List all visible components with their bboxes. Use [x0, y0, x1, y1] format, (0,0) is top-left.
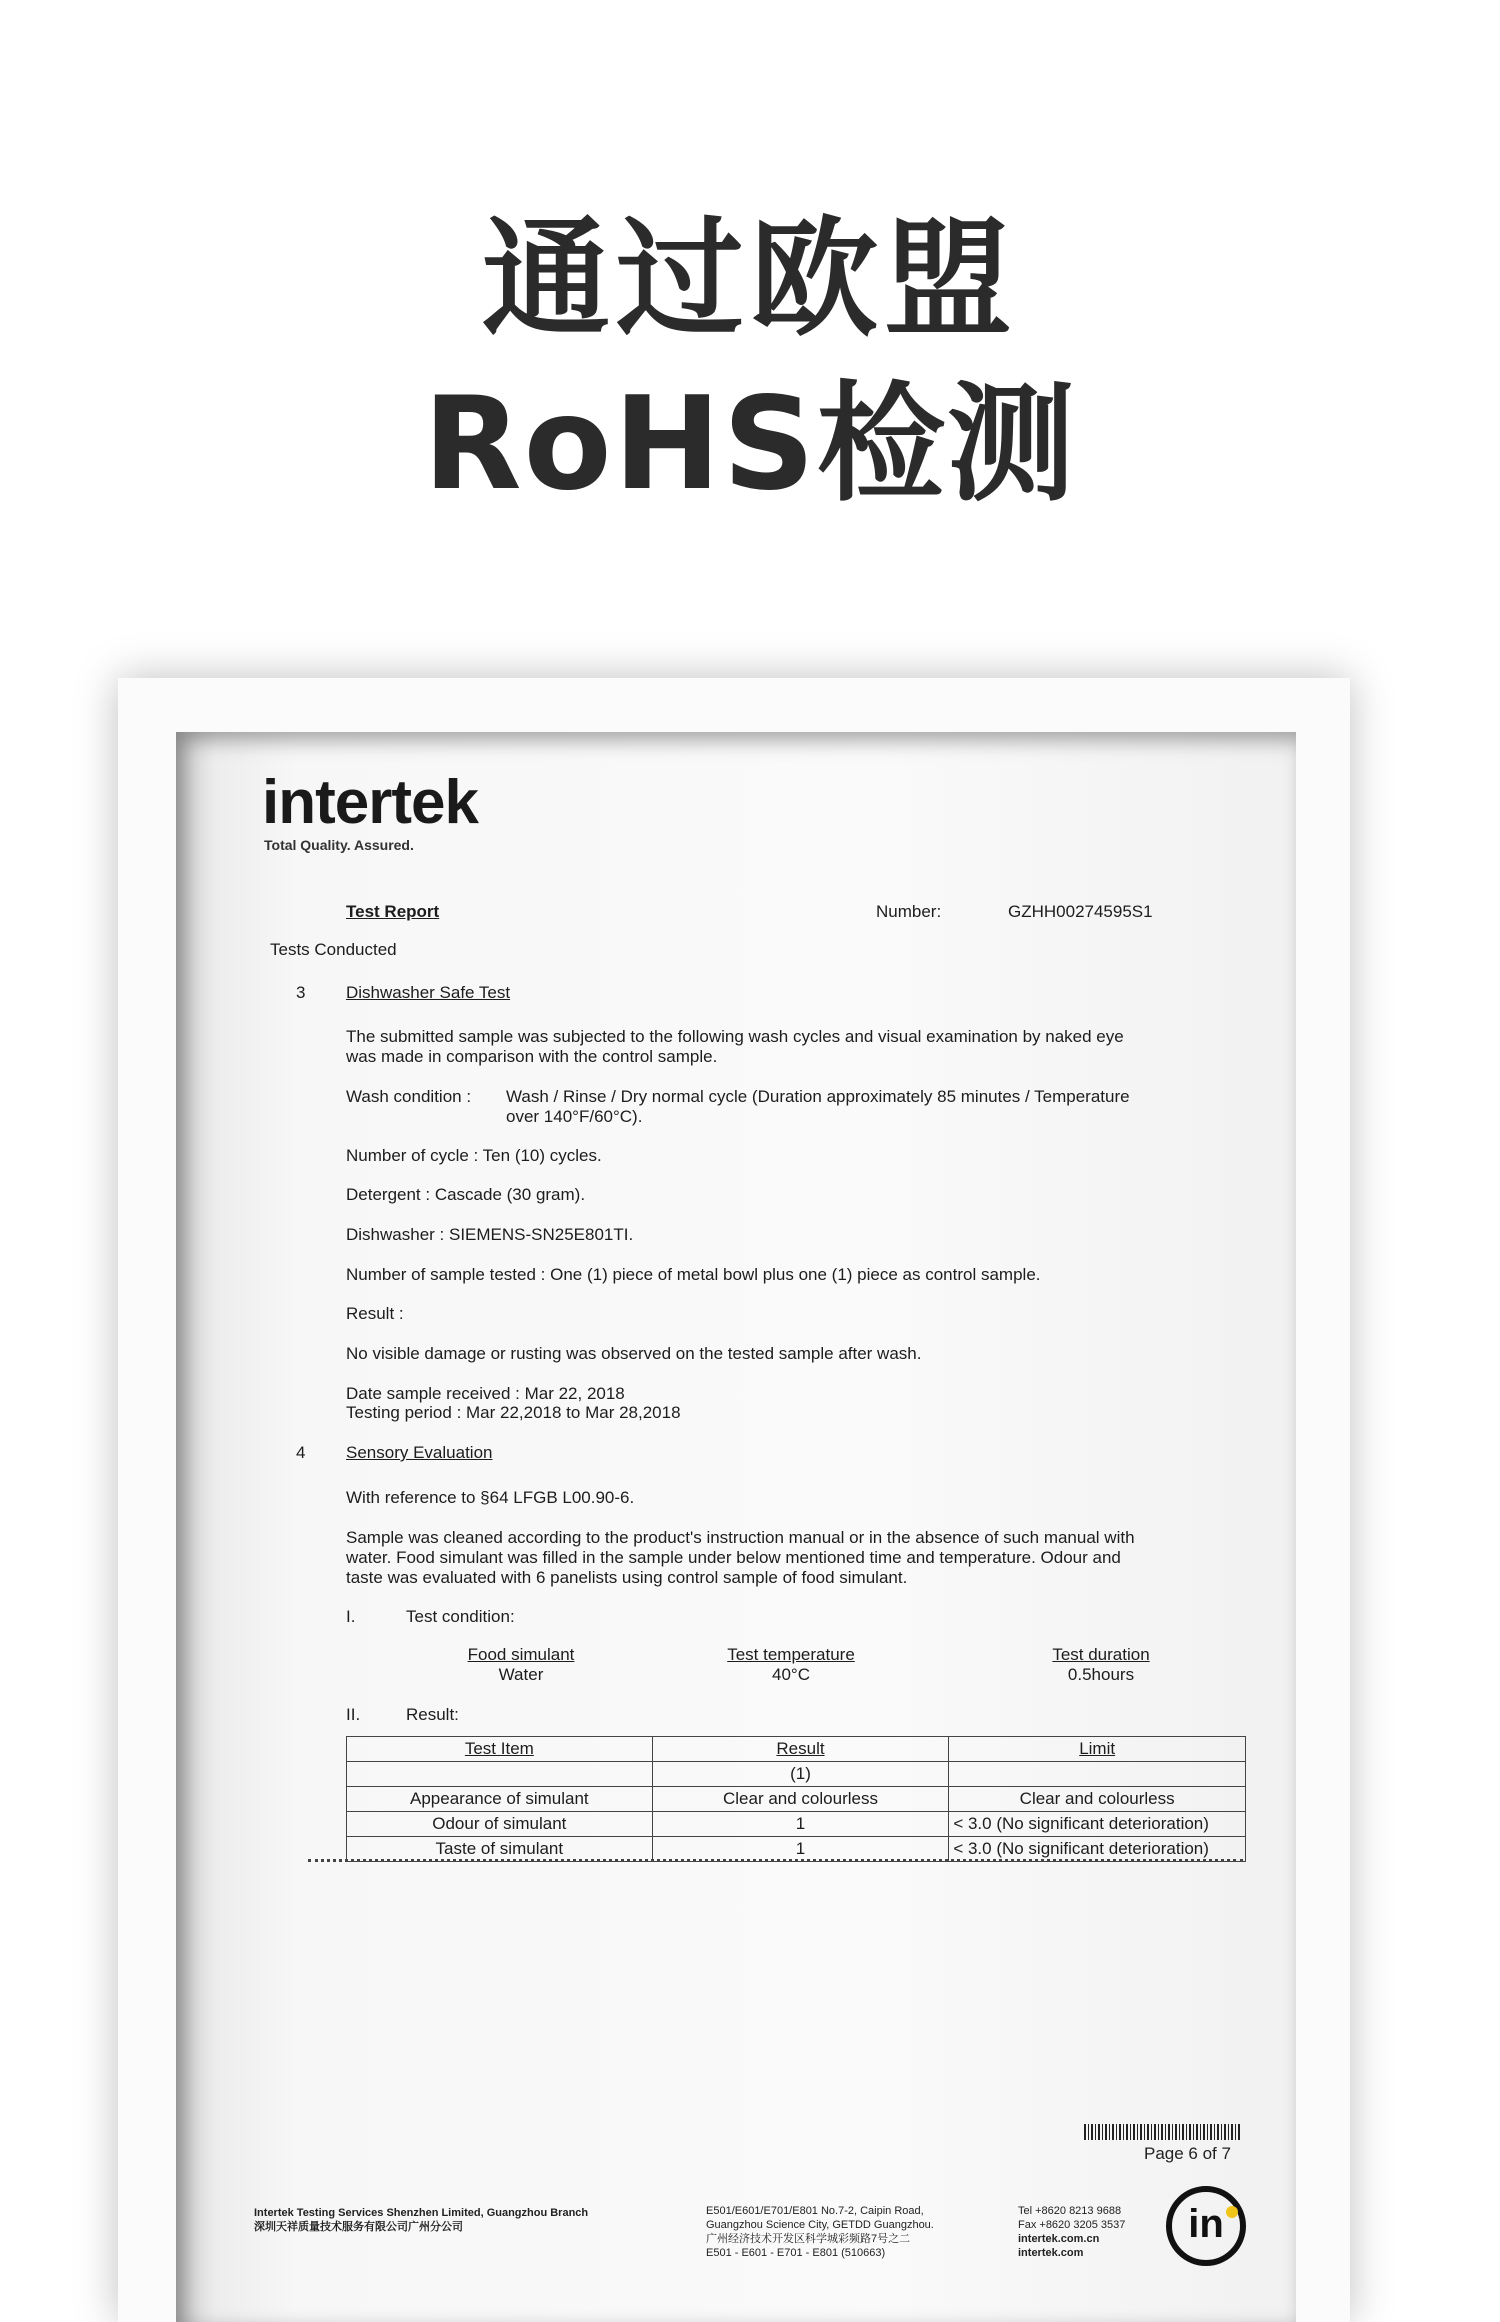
- wash-condition-line-1: Wash / Rinse / Dry normal cycle (Duration approximately 85 minutes / Temperature: [506, 1087, 1130, 1106]
- table-row: [347, 1812, 1246, 1837]
- section-3-intro-line-1: The submitted sample was subjected to the following wash cycles and visual examination by naked eye: [346, 1027, 1124, 1046]
- footer-website-cn: intertek.com.cn: [1018, 2233, 1100, 2245]
- section-3-result-label: Result :: [346, 1304, 404, 1323]
- table-header-test-item: Test Item: [347, 1737, 653, 1762]
- footer-address-line-2: Guangzhou Science City, GETDD Guangzhou.: [706, 2219, 934, 2231]
- section-3-title: Dishwasher Safe Test: [346, 983, 511, 1002]
- barcode: [1084, 2124, 1240, 2140]
- condition-header-food-simulant: Food simulant: [467, 1645, 575, 1664]
- report-title: Test Report: [346, 902, 440, 921]
- intertek-logo: intertek: [262, 768, 478, 837]
- table-cell: [949, 1762, 1246, 1787]
- table-cell: Clear and colourless: [652, 1787, 949, 1812]
- footer-address-line-1: E501/E601/E701/E801 No.7-2, Caipin Road,: [706, 2205, 924, 2217]
- condition-value-temperature: 40°C: [772, 1665, 810, 1684]
- footer-tel: Tel +8620 8213 9688: [1018, 2205, 1122, 2217]
- condition-header-temperature: Test temperature: [727, 1645, 855, 1664]
- table-header-row: [347, 1737, 1246, 1762]
- detergent: Detergent : Cascade (30 gram).: [346, 1185, 586, 1204]
- table-cell: Appearance of simulant: [347, 1787, 653, 1812]
- tests-conducted-heading: Tests Conducted: [270, 940, 397, 959]
- footer-website: intertek.com: [1018, 2247, 1084, 2259]
- number-of-cycle: Number of cycle : Ten (10) cycles.: [346, 1146, 602, 1165]
- test-condition-label: Test condition:: [406, 1607, 515, 1626]
- wash-condition-line-2: over 140°F/60°C).: [506, 1107, 643, 1126]
- footer-fax: Fax +8620 3205 3537: [1018, 2219, 1126, 2231]
- mark-accent-dot: [1226, 2206, 1238, 2218]
- lfgb-reference: With reference to §64 LFGB L00.90-6.: [346, 1488, 635, 1507]
- dishwasher-model: Dishwasher : SIEMENS-SN25E801TI.: [346, 1225, 634, 1244]
- table-cell: < 3.0 (No significant deterioration): [949, 1812, 1246, 1837]
- table-header-limit: Limit: [949, 1737, 1246, 1762]
- table-cell: < 3.0 (No significant deterioration): [949, 1837, 1246, 1862]
- condition-header-duration: Test duration: [1052, 1645, 1150, 1664]
- logo-tagline: Total Quality. Assured.: [264, 837, 414, 853]
- table-subheader-row: [347, 1762, 1246, 1787]
- section-4-title: Sensory Evaluation: [346, 1443, 493, 1462]
- date-sample-received: Date sample received : Mar 22, 2018: [346, 1384, 625, 1403]
- table-row: [347, 1837, 1246, 1862]
- table-cell: [347, 1762, 653, 1787]
- headline-line-1: 通过欧盟: [481, 205, 1018, 354]
- section-4-para-line-3: taste was evaluated with 6 panelists using control sample of food simulant.: [346, 1568, 908, 1587]
- footer-address-line-3: 广州经济技术开发区科学城彩频路7号之二: [706, 2233, 911, 2245]
- result-section-label: Result:: [406, 1705, 459, 1724]
- table-cell: Taste of simulant: [347, 1837, 653, 1862]
- footer-address-line-4: E501 - E601 - E701 - E801 (510663): [706, 2247, 886, 2259]
- wash-condition-label: Wash condition :: [346, 1087, 472, 1106]
- section-3-number: 3: [296, 983, 306, 1002]
- number-label: Number:: [876, 902, 942, 921]
- test-condition-number: I.: [346, 1607, 356, 1626]
- testing-period: Testing period : Mar 22,2018 to Mar 28,2018: [346, 1403, 681, 1422]
- table-cell: 1: [652, 1837, 949, 1862]
- report-number: GZHH00274595S1: [1008, 902, 1153, 921]
- footer-company-en: Intertek Testing Services Shenzhen Limited, Guangzhou Branch: [254, 2207, 589, 2219]
- table-cell: Clear and colourless: [949, 1787, 1246, 1812]
- number-of-samples: Number of sample tested : One (1) piece of metal bowl plus one (1) piece as control sample.: [346, 1265, 1041, 1284]
- table-header-result: Result: [652, 1737, 949, 1762]
- condition-value-duration: 0.5hours: [1067, 1665, 1135, 1684]
- section-4-para-line-2: water. Food simulant was filled in the sample under below mentioned time and temperature. Odour and: [346, 1548, 1121, 1567]
- section-3-intro-line-2: was made in comparison with the control sample.: [346, 1047, 718, 1066]
- end-of-section-divider: [308, 1859, 1243, 1862]
- result-section-number: II.: [346, 1705, 361, 1724]
- table-cell: Odour of simulant: [347, 1812, 653, 1837]
- sensory-result-table: [346, 1736, 1246, 1862]
- test-report-document: [176, 732, 1296, 2322]
- headline-line-2: RoHS检测: [423, 370, 1077, 519]
- table-row: [347, 1787, 1246, 1812]
- section-4-number: 4: [296, 1443, 306, 1462]
- intertek-in-mark: in: [1166, 2186, 1246, 2266]
- headline: [0, 200, 1500, 530]
- section-3-result-text: No visible damage or rusting was observed on the tested sample after wash.: [346, 1344, 922, 1363]
- table-subheader-result: (1): [652, 1762, 949, 1787]
- footer-company-cn: 深圳天祥质量技术服务有限公司广州分公司: [254, 2221, 463, 2233]
- section-4-para-line-1: Sample was cleaned according to the product's instruction manual or in the absence of such manual with: [346, 1528, 1135, 1547]
- table-cell: 1: [652, 1812, 949, 1837]
- page-number: Page 6 of 7: [1144, 2144, 1231, 2163]
- condition-value-food-simulant: Water: [498, 1665, 544, 1684]
